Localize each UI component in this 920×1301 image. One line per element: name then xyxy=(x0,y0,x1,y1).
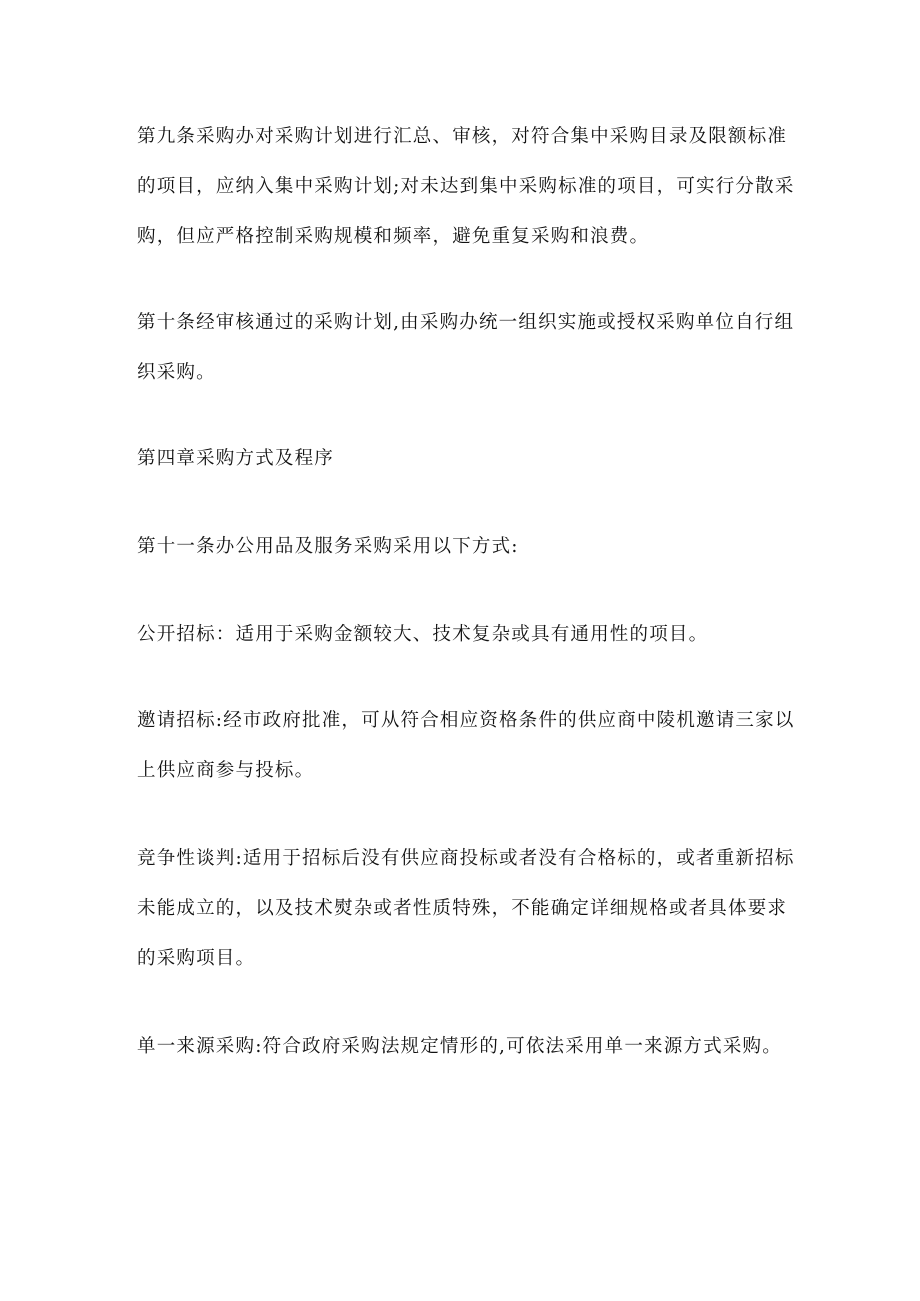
article-10-paragraph: 第十条经审核通过的采购计划,由采购办统一组织实施或授权采购单位自行组织采购。 xyxy=(137,312,795,383)
competitive-negotiation-paragraph: 竞争性谈判:适用于招标后没有供应商投标或者没有合格标的，或者重新招标未能成立的，以及技术熨杂或者性质特殊，不能确定详细规格或者具体要求的采购项目。 xyxy=(137,848,795,969)
article-11-paragraph: 第十一条办公用品及服务采购采用以下方式: xyxy=(137,536,519,557)
single-source-paragraph: 单一来源采购:符合政府采购法规定情形的,可依法采用单一来源方式采购。 xyxy=(137,1036,782,1057)
open-tender-paragraph: 公开招标：适用于采购金额较大、技术复杂或具有通用性的项目。 xyxy=(137,624,709,645)
article-9-paragraph: 第九条采购办对采购计划进行汇总、审核，对符合集中采购目录及限额标准的项目，应纳入集中采购计划;对未达到集中采购标准的项目，可实行分散采购，但应严格控制采购规模和频率，避免重复采购和浪费。 xyxy=(137,126,795,247)
invited-tender-paragraph: 邀请招标:经市政府批准，可从符合相应资格条件的供应商中陵机邀请三家以上供应商参与投标。 xyxy=(137,710,795,781)
document-body xyxy=(137,112,797,1072)
chapter-4-heading: 第四章采购方式及程序 xyxy=(137,448,335,469)
